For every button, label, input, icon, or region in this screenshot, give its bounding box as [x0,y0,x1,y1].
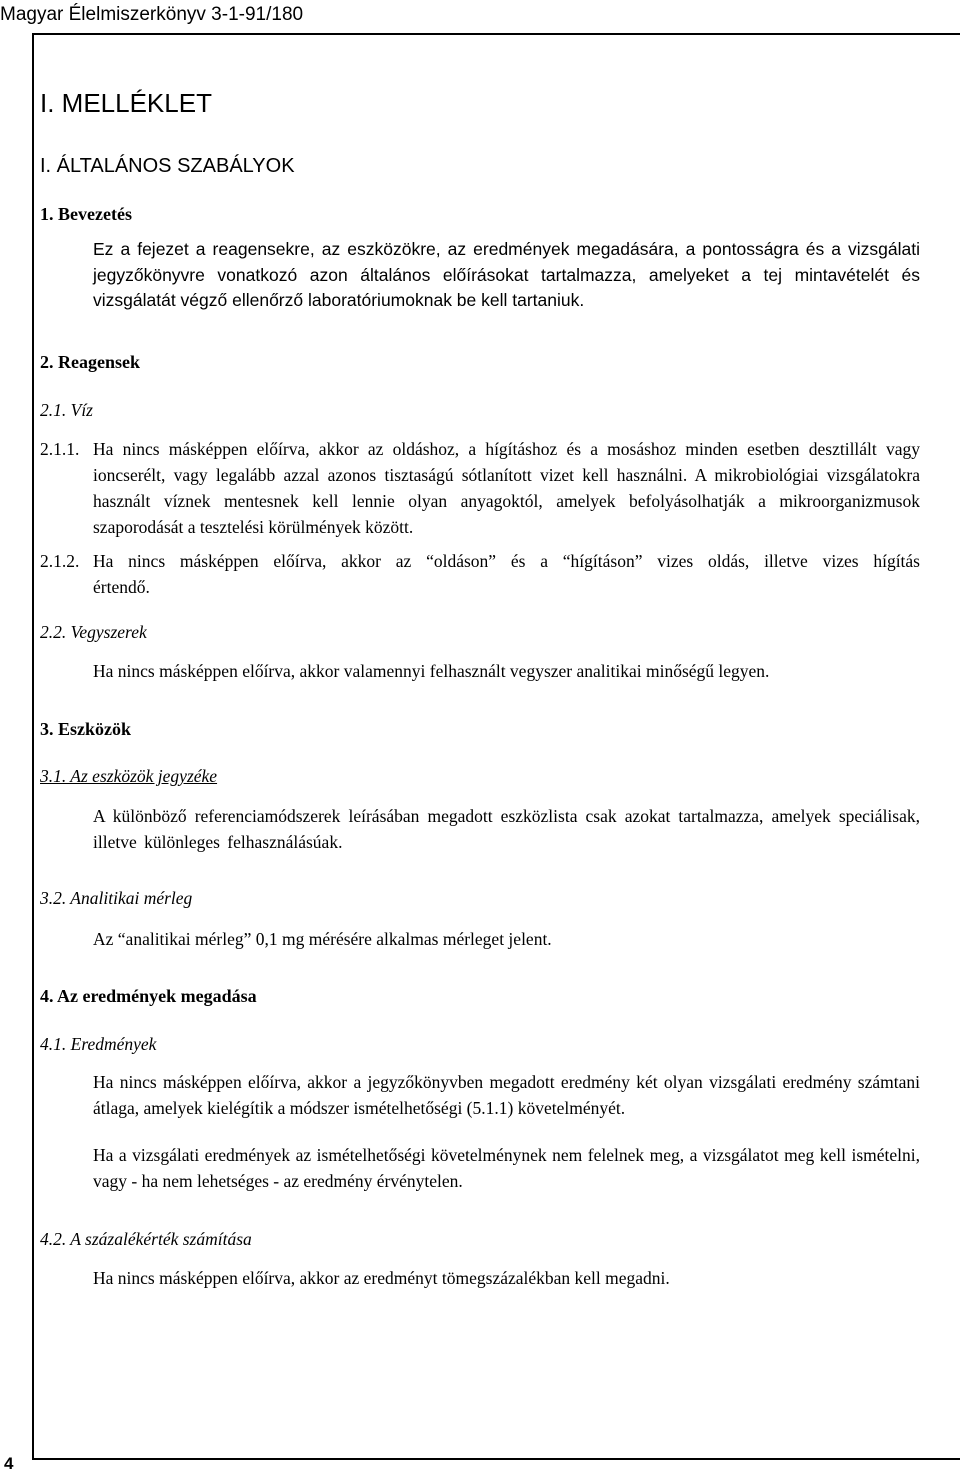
section-2-2-heading: 2.2. Vegyszerek [40,622,147,642]
item-2-1-1 [40,436,920,540]
section-3-1-heading: 3.1. Az eszközök jegyzéke [40,766,218,786]
section-3-1-text: A különböző referenciamódszerek leírásában megadott eszközlista csak azokat tartalmazza, amelyek speciálisak, illetve különleges felhasználásúak. [93,806,920,852]
section-3-2-heading: 3.2. Analitikai mérleg [40,888,193,908]
section-2-1-heading: 2.1. Víz [40,400,93,420]
section-2-2-text: Ha nincs másképpen előírva, akkor valamennyi felhasznált vegyszer analitikai minőségű legyen. [93,661,770,681]
section-2-heading: 2. Reagensek [40,352,140,372]
section-4-heading: 4. Az eredmények megadása [40,986,257,1006]
section-4-2-heading: 4.2. A százalékérték számítása [40,1229,252,1249]
section-4-1-text-2: Ha a vizsgálati eredmények az ismételhetőségi követelménynek nem felelnek meg, a vizsgálatot meg kell ismételni, vagy - ha nem lehetséges - az eredmény érvénytelen. [93,1145,920,1191]
annex-title: I. MELLÉKLET [40,88,212,118]
item-2-1-1-text: Ha nincs másképpen előírva, akkor az oldáshoz, a hígításhoz és a mosáshoz minden esetben desztillált vagy ioncserélt, vagy legalább azzal azonos tisztaságú sótlanított vizet kell használni. A mikrobiológiai vizsgálatokra használt víznek mentesnek kell lennie olyan anyagoktól, amelyek befolyásolhatják a mikroorganizmusok szaporodását a tesztelési körülmények között. [93,439,920,537]
section-3-heading: 3. Eszközök [40,719,132,739]
item-2-1-2-number: 2.1.2. [40,551,80,571]
section-3-2-text: Az “analitikai mérleg” 0,1 mg mérésére alkalmas mérleget jelent. [93,929,552,949]
section-4-2-text: Ha nincs másképpen előírva, akkor az eredményt tömegszázalékban kell megadni. [93,1268,670,1288]
item-2-1-2 [40,548,920,600]
section-1-heading: 1. Bevezetés [40,204,132,224]
section-1-text: Ez a fejezet a reagensekre, az eszközökre, az eredmények megadására, a pontosságra és a vizsgálati jegyzőkönyvre vonatkozó azon általános előírásokat tartalmazza, amelyeket a tej mintavételét és vizsgálatát végző ellenőrző laboratóriumoknak be kell tartaniuk. [93,239,920,310]
part-title: I. ÁLTALÁNOS SZABÁLYOK [40,155,295,177]
section-4-1-text-1: Ha nincs másképpen előírva, akkor a jegyzőkönyvben megadott eredmény két olyan vizsgálati eredmény számtani átlaga, amelyek kielégítik a módszer ismételhetőségi (5.1.1) követelményét. [93,1072,920,1118]
item-2-1-2-text: Ha nincs másképpen előírva, akkor az “oldáson” és a “hígításon” vizes oldás, illetve vizes hígítás értendő. [93,551,920,597]
item-2-1-1-number: 2.1.1. [40,439,80,459]
section-4-1-heading: 4.1. Eredmények [40,1034,157,1054]
page-number: 4 [4,1454,14,1473]
page-header: Magyar Élelmiszerkönyv 3-1-91/180 [0,4,304,25]
